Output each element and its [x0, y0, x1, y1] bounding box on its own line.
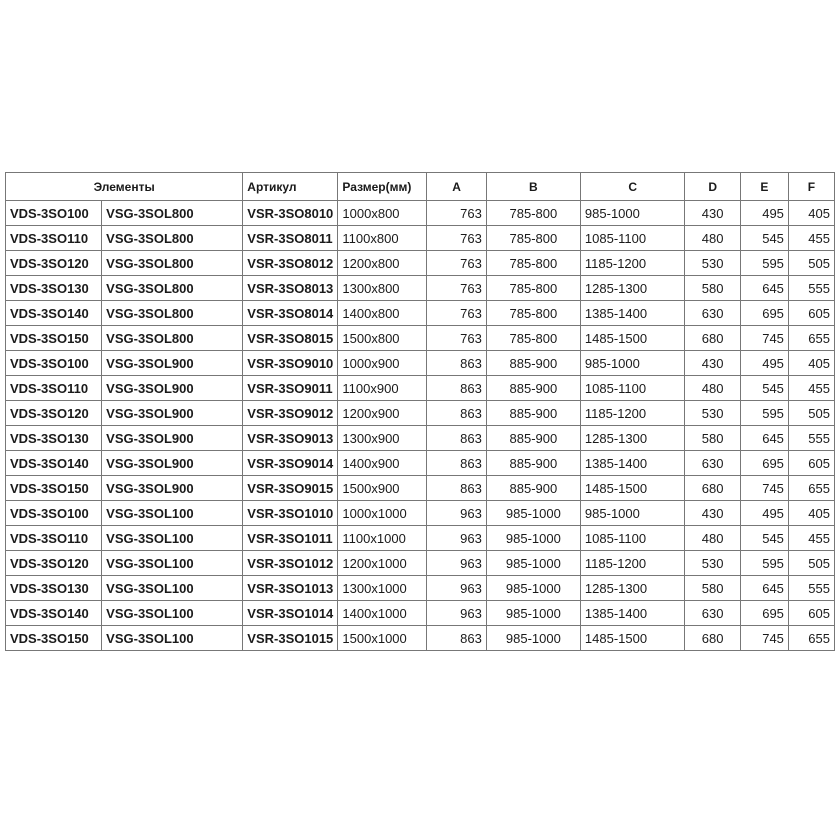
cell-element-2: VSG-3SOL800 [102, 276, 243, 301]
cell-d: 530 [685, 551, 740, 576]
cell-element-2: VSG-3SOL800 [102, 201, 243, 226]
cell-element-1: VDS-3SO140 [6, 301, 102, 326]
cell-a: 963 [427, 551, 487, 576]
cell-a: 963 [427, 601, 487, 626]
table-row [6, 251, 835, 276]
cell-article: VSR-3SO8015 [243, 326, 338, 351]
cell-element-2: VSG-3SOL800 [102, 226, 243, 251]
cell-c: 1385-1400 [580, 301, 685, 326]
cell-element-2: VSG-3SOL100 [102, 526, 243, 551]
cell-b: 785-800 [486, 301, 580, 326]
cell-c: 1185-1200 [580, 251, 685, 276]
cell-a: 763 [427, 226, 487, 251]
table-row [6, 401, 835, 426]
cell-size: 1500x1000 [338, 626, 427, 651]
cell-a: 863 [427, 626, 487, 651]
cell-element-2: VSG-3SOL900 [102, 451, 243, 476]
cell-e: 745 [740, 326, 788, 351]
cell-article: VSR-3SO1013 [243, 576, 338, 601]
cell-b: 885-900 [486, 426, 580, 451]
cell-c: 1285-1300 [580, 426, 685, 451]
cell-c: 1185-1200 [580, 401, 685, 426]
cell-f: 655 [788, 326, 834, 351]
cell-size: 1100x800 [338, 226, 427, 251]
cell-size: 1000x1000 [338, 501, 427, 526]
table-row [6, 551, 835, 576]
cell-article: VSR-3SO1015 [243, 626, 338, 651]
cell-element-2: VSG-3SOL100 [102, 601, 243, 626]
cell-c: 1285-1300 [580, 576, 685, 601]
cell-article: VSR-3SO9014 [243, 451, 338, 476]
cell-a: 963 [427, 501, 487, 526]
cell-element-2: VSG-3SOL800 [102, 251, 243, 276]
table-row [6, 451, 835, 476]
cell-article: VSR-3SO8011 [243, 226, 338, 251]
table-row [6, 476, 835, 501]
cell-f: 605 [788, 301, 834, 326]
cell-e: 745 [740, 626, 788, 651]
cell-b: 985-1000 [486, 626, 580, 651]
cell-element-2: VSG-3SOL800 [102, 301, 243, 326]
cell-b: 985-1000 [486, 526, 580, 551]
cell-f: 555 [788, 426, 834, 451]
cell-element-1: VDS-3SO120 [6, 251, 102, 276]
cell-element-2: VSG-3SOL100 [102, 576, 243, 601]
cell-element-1: VDS-3SO150 [6, 326, 102, 351]
cell-article: VSR-3SO1011 [243, 526, 338, 551]
cell-e: 595 [740, 251, 788, 276]
cell-e: 645 [740, 576, 788, 601]
cell-d: 580 [685, 426, 740, 451]
header-c: C [580, 173, 685, 201]
cell-a: 863 [427, 351, 487, 376]
header-f: F [788, 173, 834, 201]
cell-element-2: VSG-3SOL100 [102, 501, 243, 526]
cell-d: 480 [685, 376, 740, 401]
cell-c: 985-1000 [580, 501, 685, 526]
table-row [6, 276, 835, 301]
cell-element-2: VSG-3SOL800 [102, 326, 243, 351]
cell-c: 985-1000 [580, 351, 685, 376]
cell-article: VSR-3SO8010 [243, 201, 338, 226]
cell-b: 785-800 [486, 201, 580, 226]
table-row [6, 201, 835, 226]
cell-article: VSR-3SO9015 [243, 476, 338, 501]
cell-f: 655 [788, 476, 834, 501]
cell-element-2: VSG-3SOL900 [102, 476, 243, 501]
cell-d: 430 [685, 201, 740, 226]
cell-a: 763 [427, 326, 487, 351]
cell-d: 680 [685, 626, 740, 651]
cell-b: 785-800 [486, 326, 580, 351]
cell-d: 480 [685, 226, 740, 251]
cell-element-1: VDS-3SO110 [6, 376, 102, 401]
cell-element-1: VDS-3SO120 [6, 401, 102, 426]
cell-a: 863 [427, 426, 487, 451]
cell-c: 1485-1500 [580, 626, 685, 651]
cell-article: VSR-3SO8012 [243, 251, 338, 276]
table-row [6, 301, 835, 326]
cell-c: 1485-1500 [580, 476, 685, 501]
cell-d: 580 [685, 576, 740, 601]
cell-e: 545 [740, 226, 788, 251]
cell-e: 495 [740, 351, 788, 376]
cell-b: 785-800 [486, 276, 580, 301]
cell-element-1: VDS-3SO130 [6, 276, 102, 301]
cell-b: 985-1000 [486, 551, 580, 576]
cell-article: VSR-3SO1010 [243, 501, 338, 526]
table-row [6, 351, 835, 376]
cell-c: 1385-1400 [580, 601, 685, 626]
cell-c: 1285-1300 [580, 276, 685, 301]
cell-b: 885-900 [486, 476, 580, 501]
cell-e: 595 [740, 551, 788, 576]
cell-size: 1300x1000 [338, 576, 427, 601]
cell-d: 430 [685, 501, 740, 526]
cell-size: 1500x900 [338, 476, 427, 501]
cell-b: 985-1000 [486, 576, 580, 601]
cell-b: 785-800 [486, 226, 580, 251]
cell-element-2: VSG-3SOL900 [102, 376, 243, 401]
cell-d: 630 [685, 301, 740, 326]
cell-f: 655 [788, 626, 834, 651]
cell-b: 885-900 [486, 451, 580, 476]
cell-c: 985-1000 [580, 201, 685, 226]
cell-element-1: VDS-3SO110 [6, 526, 102, 551]
header-elements: Элементы [6, 173, 243, 201]
cell-c: 1085-1100 [580, 226, 685, 251]
cell-d: 480 [685, 526, 740, 551]
header-article: Артикул [243, 173, 338, 201]
cell-size: 1300x800 [338, 276, 427, 301]
cell-size: 1200x900 [338, 401, 427, 426]
cell-d: 430 [685, 351, 740, 376]
table-row [6, 426, 835, 451]
cell-e: 645 [740, 426, 788, 451]
table-row [6, 376, 835, 401]
cell-e: 495 [740, 501, 788, 526]
cell-size: 1100x900 [338, 376, 427, 401]
cell-b: 885-900 [486, 376, 580, 401]
cell-size: 1400x800 [338, 301, 427, 326]
cell-article: VSR-3SO1014 [243, 601, 338, 626]
cell-size: 1400x1000 [338, 601, 427, 626]
cell-d: 680 [685, 476, 740, 501]
cell-article: VSR-3SO1012 [243, 551, 338, 576]
cell-element-2: VSG-3SOL900 [102, 351, 243, 376]
cell-d: 530 [685, 251, 740, 276]
header-b: B [486, 173, 580, 201]
table-row [6, 226, 835, 251]
cell-element-2: VSG-3SOL100 [102, 551, 243, 576]
cell-f: 455 [788, 376, 834, 401]
cell-f: 505 [788, 551, 834, 576]
cell-size: 1100x1000 [338, 526, 427, 551]
table-row [6, 501, 835, 526]
cell-element-1: VDS-3SO130 [6, 576, 102, 601]
cell-d: 530 [685, 401, 740, 426]
cell-a: 863 [427, 376, 487, 401]
cell-article: VSR-3SO9010 [243, 351, 338, 376]
cell-element-1: VDS-3SO120 [6, 551, 102, 576]
cell-f: 555 [788, 576, 834, 601]
cell-d: 630 [685, 601, 740, 626]
cell-a: 963 [427, 576, 487, 601]
cell-f: 605 [788, 601, 834, 626]
cell-a: 963 [427, 526, 487, 551]
cell-b: 885-900 [486, 351, 580, 376]
cell-f: 555 [788, 276, 834, 301]
cell-c: 1085-1100 [580, 526, 685, 551]
cell-e: 695 [740, 601, 788, 626]
cell-article: VSR-3SO9012 [243, 401, 338, 426]
cell-size: 1000x800 [338, 201, 427, 226]
cell-c: 1485-1500 [580, 326, 685, 351]
cell-element-1: VDS-3SO140 [6, 451, 102, 476]
cell-element-1: VDS-3SO100 [6, 501, 102, 526]
cell-element-1: VDS-3SO150 [6, 476, 102, 501]
table-row [6, 626, 835, 651]
cell-element-1: VDS-3SO150 [6, 626, 102, 651]
cell-article: VSR-3SO9011 [243, 376, 338, 401]
cell-b: 885-900 [486, 401, 580, 426]
cell-e: 545 [740, 526, 788, 551]
cell-f: 405 [788, 501, 834, 526]
cell-b: 785-800 [486, 251, 580, 276]
cell-article: VSR-3SO9013 [243, 426, 338, 451]
cell-element-2: VSG-3SOL900 [102, 426, 243, 451]
cell-element-1: VDS-3SO130 [6, 426, 102, 451]
header-d: D [685, 173, 740, 201]
cell-size: 1300x900 [338, 426, 427, 451]
cell-a: 863 [427, 476, 487, 501]
cell-b: 985-1000 [486, 501, 580, 526]
cell-e: 545 [740, 376, 788, 401]
cell-a: 763 [427, 301, 487, 326]
cell-e: 495 [740, 201, 788, 226]
cell-e: 695 [740, 301, 788, 326]
cell-d: 680 [685, 326, 740, 351]
header-e: E [740, 173, 788, 201]
cell-element-2: VSG-3SOL900 [102, 401, 243, 426]
cell-a: 763 [427, 251, 487, 276]
table-row [6, 326, 835, 351]
cell-a: 863 [427, 451, 487, 476]
cell-size: 1200x800 [338, 251, 427, 276]
cell-c: 1185-1200 [580, 551, 685, 576]
cell-element-1: VDS-3SO110 [6, 226, 102, 251]
cell-f: 505 [788, 251, 834, 276]
cell-f: 405 [788, 351, 834, 376]
cell-size: 1400x900 [338, 451, 427, 476]
table-row [6, 576, 835, 601]
cell-a: 863 [427, 401, 487, 426]
cell-element-1: VDS-3SO140 [6, 601, 102, 626]
cell-a: 763 [427, 201, 487, 226]
table-row [6, 526, 835, 551]
cell-size: 1000x900 [338, 351, 427, 376]
cell-c: 1385-1400 [580, 451, 685, 476]
cell-e: 745 [740, 476, 788, 501]
cell-f: 605 [788, 451, 834, 476]
cell-element-1: VDS-3SO100 [6, 201, 102, 226]
spec-table [5, 172, 835, 651]
cell-f: 405 [788, 201, 834, 226]
table-body [6, 201, 835, 651]
cell-c: 1085-1100 [580, 376, 685, 401]
cell-f: 455 [788, 226, 834, 251]
header-row [6, 173, 835, 201]
header-size: Размер(мм) [338, 173, 427, 201]
cell-element-1: VDS-3SO100 [6, 351, 102, 376]
cell-a: 763 [427, 276, 487, 301]
cell-d: 630 [685, 451, 740, 476]
cell-e: 595 [740, 401, 788, 426]
cell-e: 645 [740, 276, 788, 301]
cell-article: VSR-3SO8014 [243, 301, 338, 326]
cell-e: 695 [740, 451, 788, 476]
cell-d: 580 [685, 276, 740, 301]
cell-size: 1500x800 [338, 326, 427, 351]
header-a: A [427, 173, 487, 201]
cell-f: 455 [788, 526, 834, 551]
cell-b: 985-1000 [486, 601, 580, 626]
table-row [6, 601, 835, 626]
cell-size: 1200x1000 [338, 551, 427, 576]
cell-article: VSR-3SO8013 [243, 276, 338, 301]
cell-element-2: VSG-3SOL100 [102, 626, 243, 651]
cell-f: 505 [788, 401, 834, 426]
